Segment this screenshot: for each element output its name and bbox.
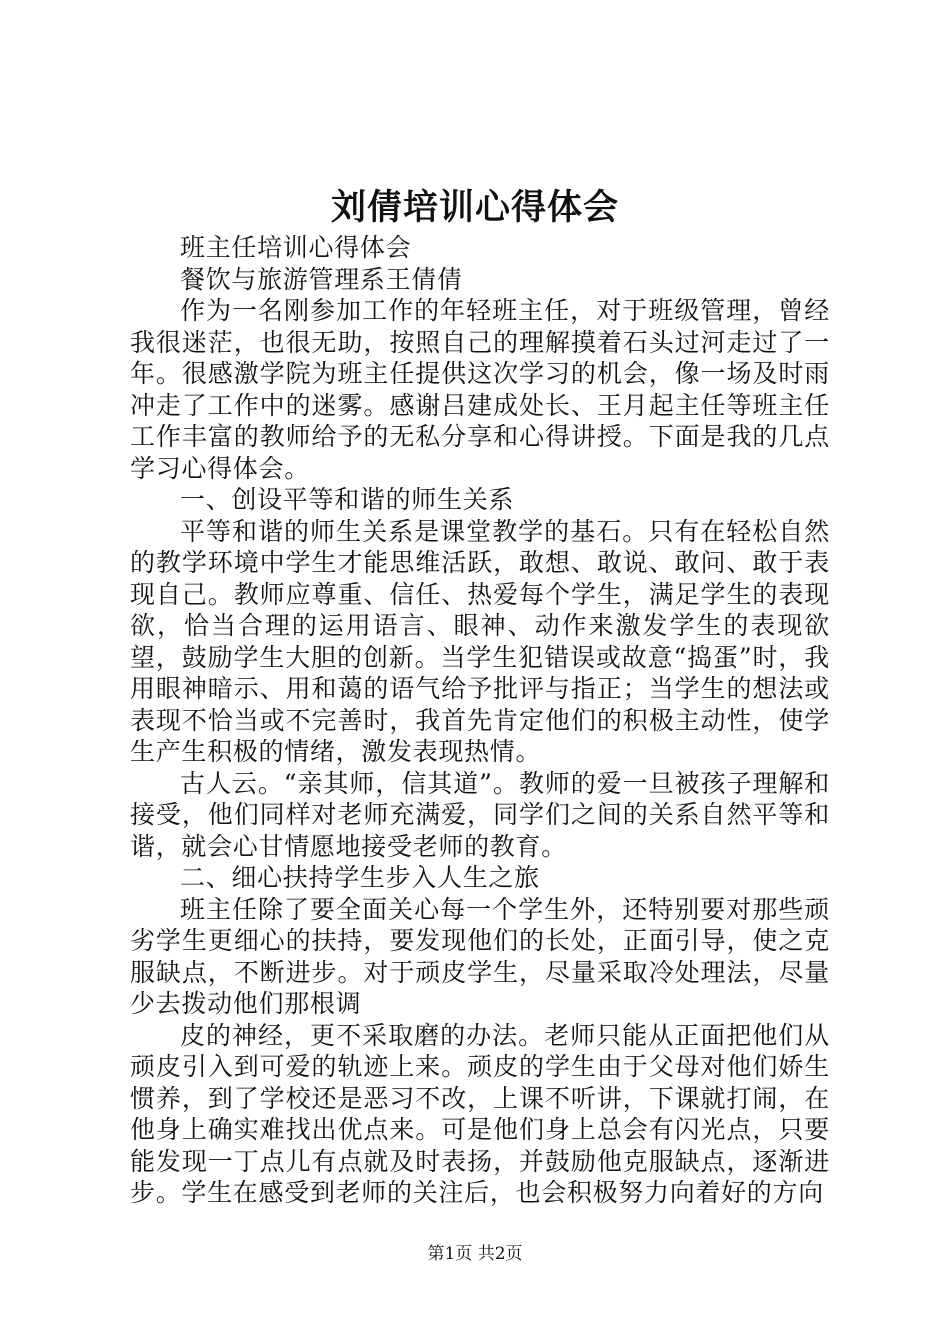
paragraph-subtitle: 班主任培训心得体会 <box>180 233 412 262</box>
paragraph-section-2: 班主任除了要全面关心每一个学生外，还特别要对那些顽劣学生更细心的扶持，要发现他们的长处，正面引导，使之克服缺点，不断进步。对于顽皮学生，尽量采取冷处理法，尽量少去拨动他们那根调 <box>130 894 830 1018</box>
document-body <box>130 232 830 1209</box>
paragraph-section-2-continued: 皮的神经，更不采取磨的办法。老师只能从正面把他们从顽皮引入到可爱的轨迹上来。顽皮的学生由于父母对他们娇生惯养，到了学校还是恶习不改，上课不听讲，下课就打闹，在他身上确实难找出优点来。可是他们身上总会有闪光点，只要能发现一丁点儿有点就及时表扬，并鼓励他克服缺点，逐渐进步。学生在感受到老师的关注后，也会积极努力向着好的方向 <box>130 1020 830 1207</box>
section-heading-2: 二、细心扶持学生步入人生之旅 <box>180 863 540 892</box>
document-title: 刘倩培训心得体会 <box>330 187 619 228</box>
page-number-footer: 第1页 共2页 <box>427 1244 523 1264</box>
paragraph-quote: 古人云。“亲其师，信其道”。教师的爱一旦被孩子理解和接受，他们同样对老师充满爱，同学们之间的关系自然平等和谐，就会心甘情愿地接受老师的教育。 <box>130 768 830 861</box>
paragraph-author: 餐饮与旅游管理系王倩倩 <box>180 264 463 294</box>
paragraph-section-1: 平等和谐的师生关系是课堂教学的基石。只有在轻松自然的教学环境中学生才能思维活跃，敢想、敢说、敢问、敢于表现自己。教师应尊重、信任、热爱每个学生，满足学生的表现欲，恰当合理的运用语言、眼神、动作来激发学生的表现欲望，鼓励学生大胆的创新。当学生犯错误或故意“捣蛋”时，我用眼神暗示、用和蔼的语气给予批评与指正；当学生的想法或表现不恰当或不完善时，我首先肯定他们的积极主动性，使学生产生积极的情绪，激发表现热情。 <box>130 516 830 766</box>
section-heading-1: 一、创设平等和谐的师生关系 <box>180 485 515 514</box>
paragraph-intro: 作为一名刚参加工作的年轻班主任，对于班级管理，曾经我很迷茫，也很无助，按照自己的理解摸着石头过河走过了一年。很感激学院为班主任提供这次学习的机会，像一场及时雨冲走了工作中的迷雾。感谢吕建成处长、王月起主任等班主任工作丰富的教师给予的无私分享和心得讲授。下面是我的几点学习心得体会。 <box>130 296 830 483</box>
